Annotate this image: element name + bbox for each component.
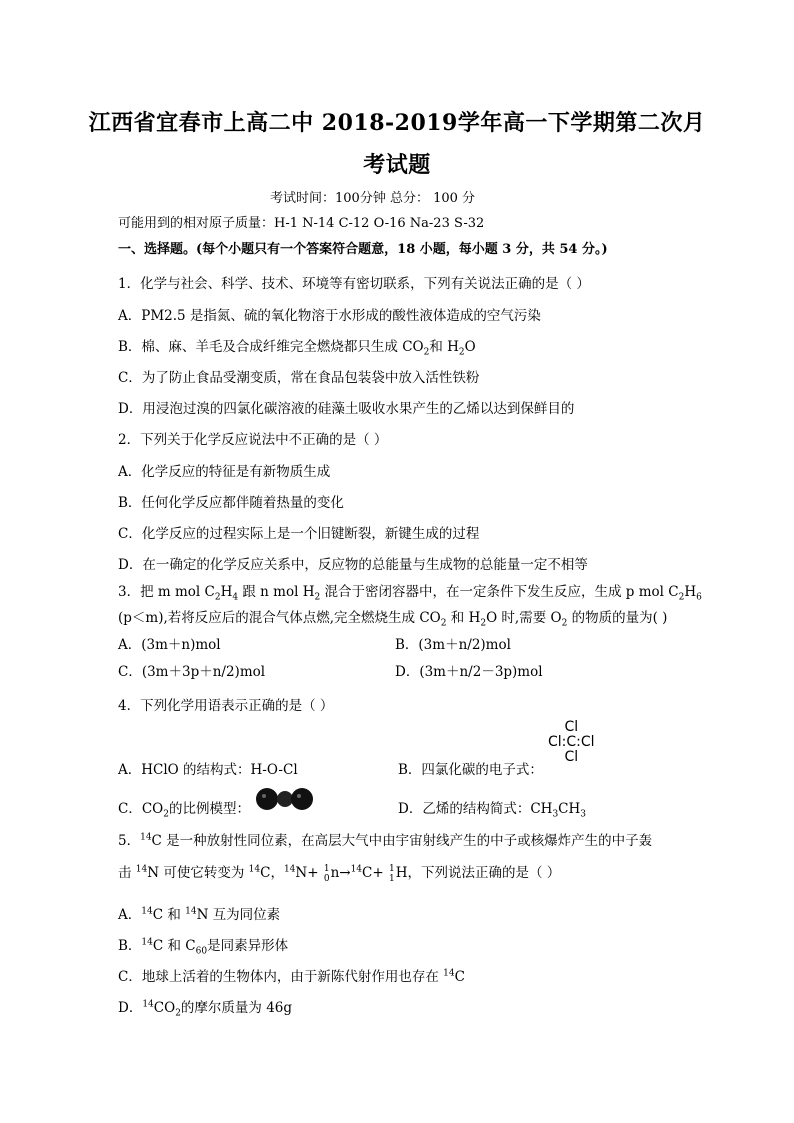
q4-option-a: A．HClO 的结构式：H-O-Cl <box>118 762 298 778</box>
q5-b-text: C 和 C <box>152 938 196 954</box>
q3-text: 和 H <box>446 610 481 626</box>
q5-b-text: B． <box>118 938 142 954</box>
q4-option-b: B．四氯化碳的电子式： <box>398 762 543 778</box>
q5-stem-line-2 <box>118 861 560 884</box>
q1-option-b <box>118 335 476 358</box>
q4-d-text: CH <box>558 801 581 817</box>
q2-option-b: B．任何化学反应都伴随着热量的变化 <box>118 495 344 511</box>
subscript: 2 <box>423 347 430 358</box>
q5-text: C， <box>260 865 284 881</box>
q5-stem-line-1 <box>118 829 652 849</box>
superscript: 14 <box>140 832 152 843</box>
atomic-masses: 可能用到的相对原子质量：H-1 N-14 C-12 O-16 Na-23 S-32 <box>118 216 485 231</box>
oxygen-atom <box>291 788 313 810</box>
q1-b-text-1: B．棉、麻、羊毛及合成纤维完全燃烧都只生成 CO <box>118 339 424 355</box>
q5-b-text: 是同素异形体 <box>207 938 289 954</box>
ccl4-middle: Cl:C:Cl <box>548 734 595 750</box>
q3-option-d: D．(3m＋n/2－3p)mol <box>395 664 543 680</box>
subscript: 2 <box>314 592 321 603</box>
superscript: 14 <box>283 864 296 875</box>
q3-option-a: A．(3m＋n)mol <box>118 637 221 653</box>
q5-a-text: N 互为同位素 <box>196 907 281 923</box>
q3-text: 的物质的量为( ) <box>567 610 668 626</box>
q5-text: H，下列说法正确的是（ ） <box>395 865 561 881</box>
section-heading: 一、选择题。(每个小题只有一个答案符合题意，18 小题，每小题 3 分，共 54 分。) <box>118 242 608 257</box>
q3-option-c: C．(3m＋3p＋n/2)mol <box>118 664 266 680</box>
q2-option-c: C．化学反应的过程实际上是一个旧键断裂，新键生成的过程 <box>118 526 480 542</box>
ccl4-top: Cl <box>564 719 579 735</box>
q3-text: 跟 n mol H <box>238 584 315 600</box>
q5-text: n→ <box>330 865 351 881</box>
superscript: 14 <box>135 864 148 875</box>
title-line-2: 考试题 <box>363 152 431 178</box>
co2-space-filling-model <box>255 786 315 812</box>
atomic-number: 0 <box>323 873 330 884</box>
q5-d-text: CO <box>153 1000 176 1016</box>
q5-c-text: C．地球上活着的生物体内，由于新陈代射作用也存在 <box>118 969 444 985</box>
subscript: 4 <box>232 592 239 603</box>
neutron-notation <box>324 864 330 884</box>
q4-option-c <box>118 797 250 820</box>
superscript: 14 <box>141 906 153 917</box>
q3-text: (p＜m),若将反应后的混合气体点燃,完全燃烧生成 CO <box>118 610 441 626</box>
q3-stem-line-1 <box>118 580 702 603</box>
q3-text: 3．把 m mol C <box>118 584 215 600</box>
q5-option-b <box>118 934 289 957</box>
q5-c-text: C <box>454 969 465 985</box>
subscript: 2 <box>163 809 169 820</box>
q3-text: 混合于密闭容器中，在一定条件下发生反应，生成 p mol C <box>320 584 679 600</box>
q1-b-text-3: O <box>464 339 476 355</box>
superscript: 14 <box>141 937 153 948</box>
superscript: 14 <box>443 968 455 979</box>
q4-c-text: C．CO <box>118 801 164 817</box>
ccl4-bottom: Cl <box>564 749 579 765</box>
q5-text: 5． <box>118 833 141 849</box>
subscript: 60 <box>195 946 208 957</box>
oxygen-atom <box>256 788 278 810</box>
superscript: 14 <box>185 906 197 917</box>
q1-option-a: A．PM2.5 是指氮、硫的氧化物溶于水形成的酸性液体造成的空气污染 <box>118 308 541 324</box>
q3-text: O 时,需要 O <box>486 610 562 626</box>
q5-text: C+ <box>362 865 388 881</box>
q5-d-text: D． <box>118 1000 143 1016</box>
q2-option-d: D．在一确定的化学反应关系中，反应物的总能量与生成物的总能量一定不相等 <box>118 557 588 573</box>
q5-option-a <box>118 903 280 923</box>
q4-d-text: D．乙烯的结构简式：CH <box>398 801 553 817</box>
q3-text: H <box>220 584 233 600</box>
hydrogen-notation <box>389 864 395 884</box>
q2-stem: 2．下列关于化学反应说法中不正确的是（ ） <box>118 432 388 448</box>
q1-b-text-2: 和 H <box>429 339 459 355</box>
superscript: 14 <box>142 999 154 1010</box>
q5-text: N 可使它转变为 <box>147 865 249 881</box>
title-line-1: 江西省宜春市上高二中 2018-2019学年高一下学期第二次月 <box>88 110 706 136</box>
subscript: 2 <box>440 618 447 629</box>
q5-a-text: C 和 <box>152 907 186 923</box>
superscript: 14 <box>350 864 363 875</box>
subscript: 6 <box>696 592 702 603</box>
subscript: 2 <box>480 618 487 629</box>
superscript: 14 <box>248 864 261 875</box>
q5-text: 击 <box>118 865 136 881</box>
q3-stem-line-2 <box>118 606 668 629</box>
ccl4-electron-formula <box>548 720 595 765</box>
q5-text: C 是一种放射性同位素，在高层大气中由宇宙射线产生的中子或核爆炸产生的中子轰 <box>151 833 653 849</box>
atomic-number: 1 <box>388 873 395 884</box>
subscript: 2 <box>458 347 465 358</box>
subscript: 3 <box>552 809 559 820</box>
q2-option-a: A．化学反应的特征是有新物质生成 <box>118 464 331 480</box>
q5-a-text: A． <box>118 907 142 923</box>
subscript: 2 <box>175 1008 181 1019</box>
subscript: 3 <box>580 809 587 820</box>
q1-option-d: D．用浸泡过溴的四氯化碳溶液的硅藻土吸收水果产生的乙烯以达到保鲜目的 <box>118 401 575 417</box>
q5-option-c <box>118 965 465 985</box>
q5-option-d <box>118 996 293 1019</box>
q1-option-c: C．为了防止食品受潮变质，常在食品包装袋中放入活性铁粉 <box>118 370 480 386</box>
q4-c-text: 的比例模型： <box>168 801 250 817</box>
q3-option-b: B．(3m＋n/2)mol <box>395 637 511 653</box>
q4-option-d <box>398 797 587 820</box>
q5-d-text: 的摩尔质量为 46g <box>180 1000 293 1016</box>
q5-text: N+ <box>295 865 323 881</box>
mass-number: 1 <box>388 863 395 874</box>
exam-info: 考试时间：100分钟 总分： 100 分 <box>270 191 476 206</box>
q1-stem: 1．化学与社会、科学、技术、环境等有密切联系，下列有关说法正确的是（ ） <box>118 276 590 292</box>
q4-stem: 4．下列化学用语表示正确的是（ ） <box>118 698 334 714</box>
subscript: 2 <box>561 618 568 629</box>
q3-text: H <box>684 584 697 600</box>
mass-number: 1 <box>323 863 330 874</box>
subscript: 2 <box>214 592 221 603</box>
subscript: 2 <box>678 592 685 603</box>
carbon-atom <box>277 791 293 807</box>
